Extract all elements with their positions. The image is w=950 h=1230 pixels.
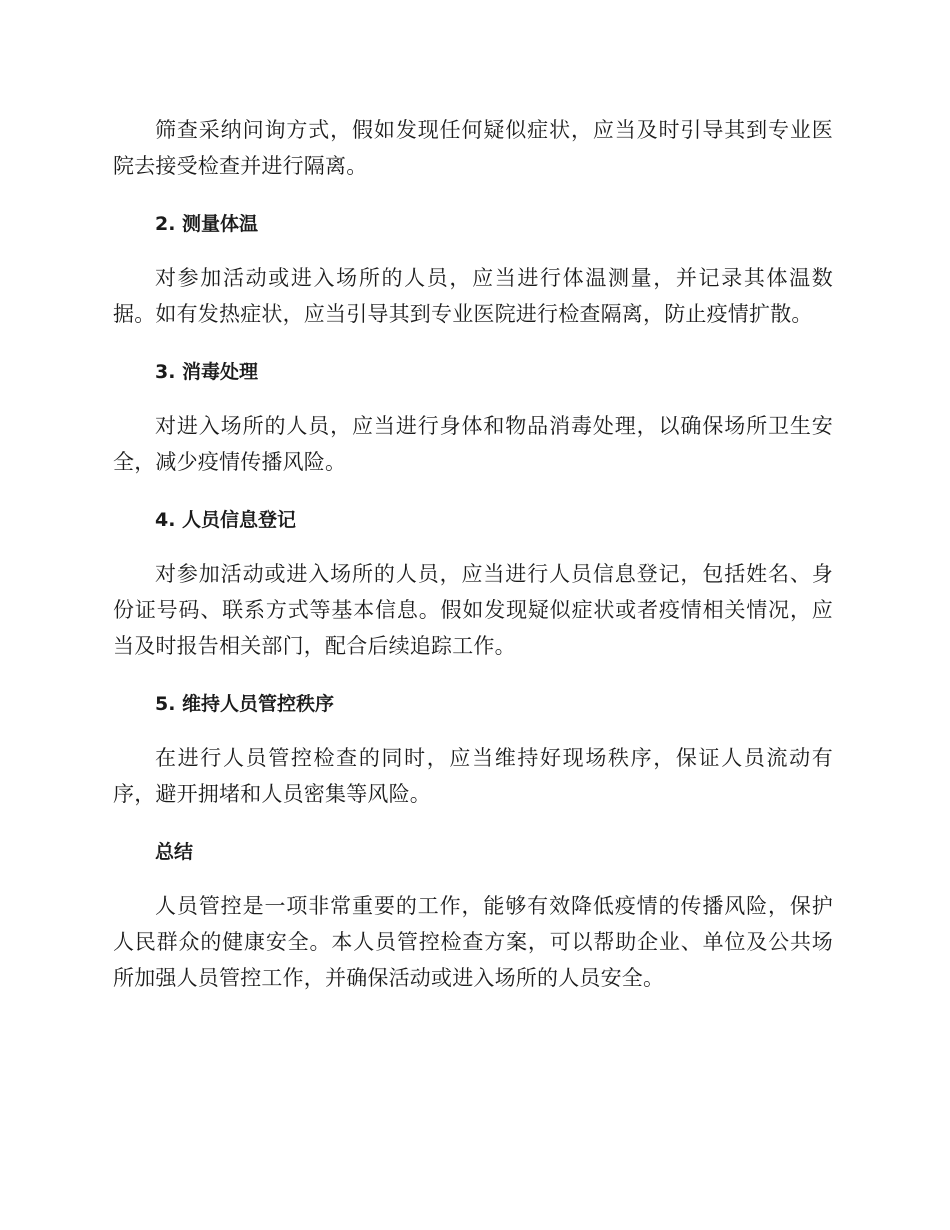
section-body-measure-temperature: 对参加活动或进入场所的人员，应当进行体温测量，并记录其体温数据。如有发热症状，应当引导其到专业医院进行检查隔离，防止疫情扩散。 bbox=[113, 266, 833, 326]
section-heading-order: 5. 维持人员管控秩序 bbox=[155, 693, 335, 715]
section-heading-measure-temperature: 2. 测量体温 bbox=[155, 213, 259, 235]
document-body bbox=[113, 112, 833, 996]
section-body-registration: 对参加活动或进入场所的人员，应当进行人员信息登记，包括姓名、身份证号码、联系方式等基本信息。假如发现疑似症状或者疫情相关情况，应当及时报告相关部门，配合后续追踪工作。 bbox=[113, 562, 833, 658]
section-heading-disinfection: 3. 消毒处理 bbox=[155, 361, 259, 383]
section-heading-registration: 4. 人员信息登记 bbox=[155, 509, 297, 531]
intro-paragraph: 筛查采纳问询方式，假如发现任何疑似症状，应当及时引导其到专业医院去接受检查并进行隔离。 bbox=[113, 118, 833, 178]
section-body-disinfection: 对进入场所的人员，应当进行身体和物品消毒处理，以确保场所卫生安全，减少疫情传播风险。 bbox=[113, 414, 833, 474]
section-body-order: 在进行人员管控检查的同时，应当维持好现场秩序，保证人员流动有序，避开拥堵和人员密集等风险。 bbox=[113, 746, 833, 806]
section-body-summary: 人员管控是一项非常重要的工作，能够有效降低疫情的传播风险，保护人民群众的健康安全。本人员管控检查方案，可以帮助企业、单位及公共场所加强人员管控工作，并确保活动或进入场所的人员安全。 bbox=[113, 894, 833, 990]
section-heading-summary: 总结 bbox=[155, 841, 194, 863]
